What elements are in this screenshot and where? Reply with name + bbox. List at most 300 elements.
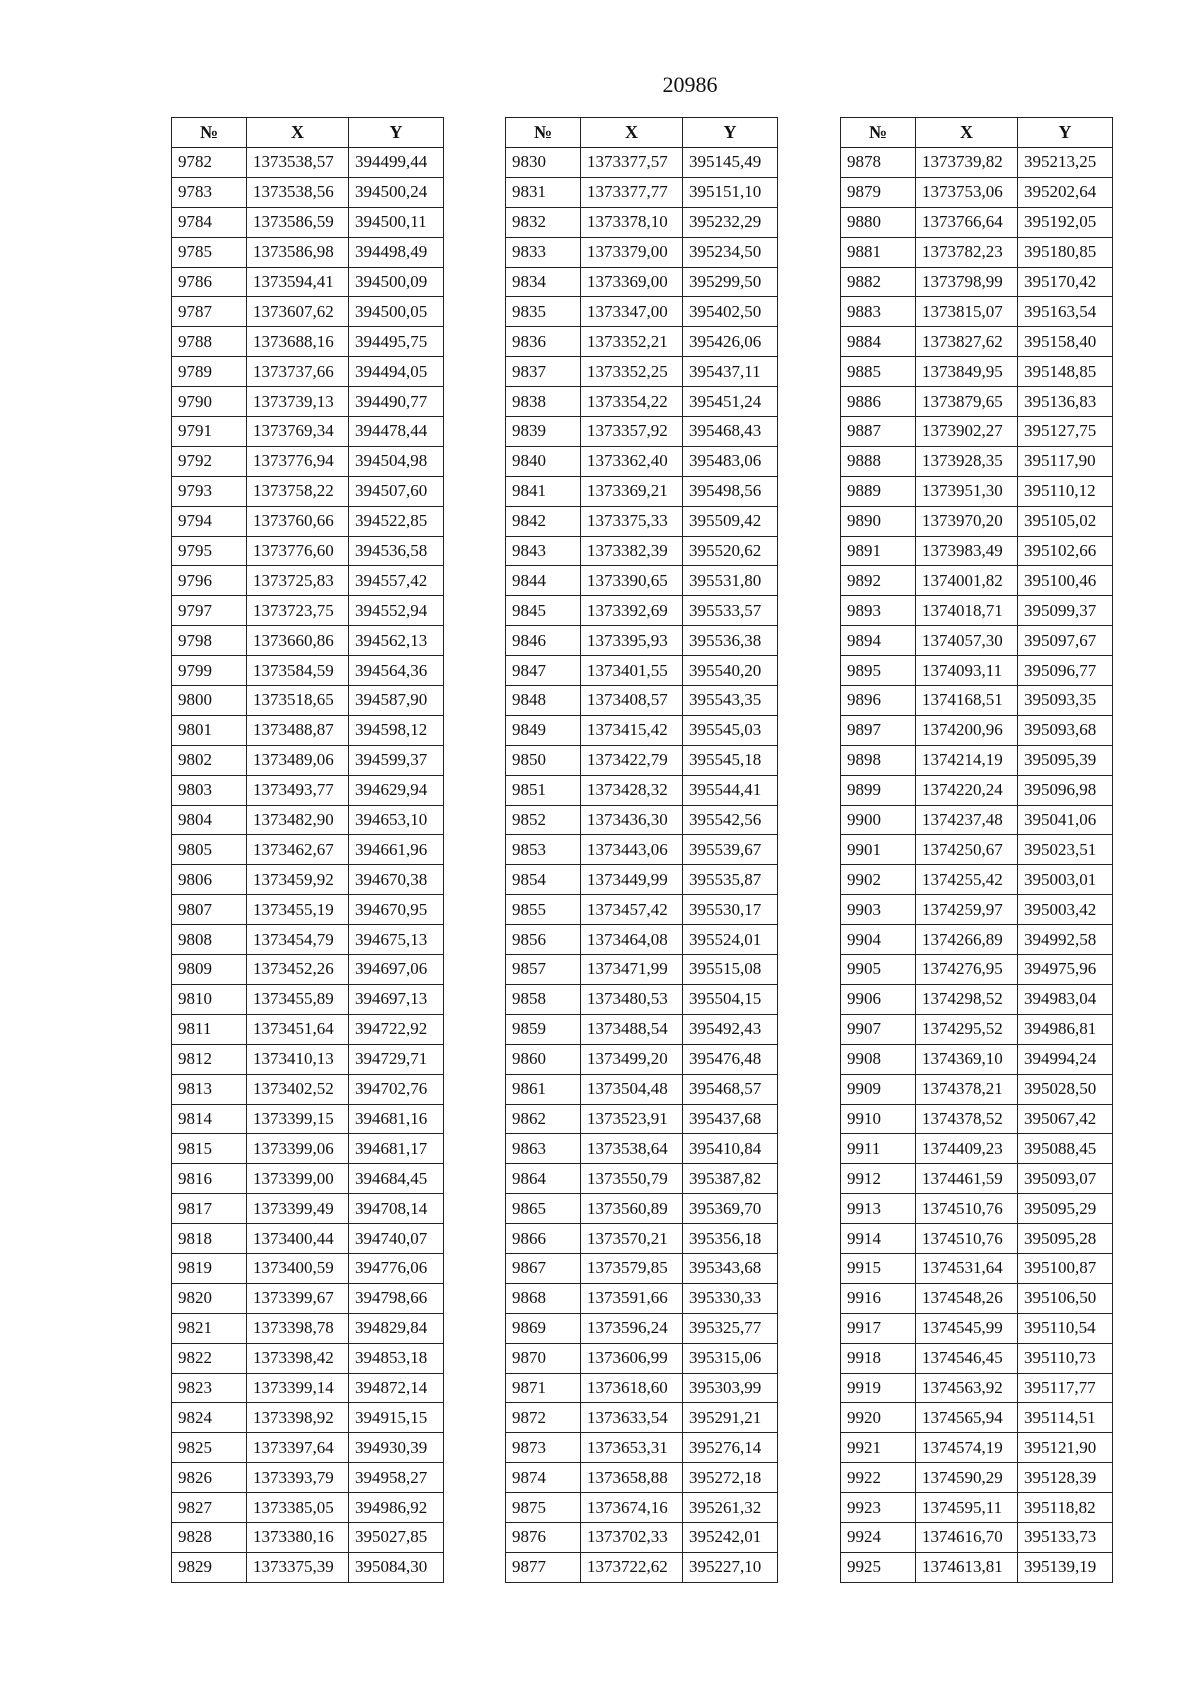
point-number-cell: 9903 [841,895,916,925]
point-number-cell: 9915 [841,1253,916,1283]
table-row [506,835,778,865]
point-number-cell: 9807 [172,895,247,925]
y-coordinate-cell: 395369,70 [683,1194,778,1224]
table-row [172,237,444,267]
x-coordinate-cell: 1374409,23 [916,1134,1018,1164]
y-coordinate-cell: 394829,84 [349,1313,444,1343]
y-coordinate-cell: 395498,56 [683,476,778,506]
y-coordinate-cell: 394983,04 [1018,984,1113,1014]
y-coordinate-cell: 395105,02 [1018,506,1113,536]
table-row [172,955,444,985]
y-coordinate-cell: 395202,64 [1018,177,1113,207]
point-number-cell: 9883 [841,297,916,327]
table-row [172,895,444,925]
x-coordinate-cell: 1373607,62 [247,297,349,327]
x-coordinate-cell: 1373471,99 [581,955,683,985]
x-coordinate-cell: 1374378,21 [916,1074,1018,1104]
y-coordinate-cell: 395261,32 [683,1493,778,1523]
y-coordinate-cell: 395118,82 [1018,1493,1113,1523]
y-coordinate-cell: 395027,85 [349,1522,444,1552]
x-coordinate-cell: 1374200,96 [916,715,1018,745]
y-coordinate-cell: 395084,30 [349,1552,444,1582]
y-coordinate-cell: 395100,46 [1018,566,1113,596]
table-row [841,1433,1113,1463]
x-coordinate-cell: 1374298,52 [916,984,1018,1014]
x-coordinate-cell: 1373377,57 [581,148,683,178]
table-row [841,1493,1113,1523]
table-row [172,686,444,716]
x-coordinate-cell: 1373723,75 [247,596,349,626]
x-coordinate-cell: 1373596,24 [581,1313,683,1343]
point-number-cell: 9868 [506,1283,581,1313]
x-coordinate-cell: 1373983,49 [916,536,1018,566]
point-number-cell: 9820 [172,1283,247,1313]
x-coordinate-cell: 1373400,59 [247,1253,349,1283]
y-coordinate-cell: 395272,18 [683,1463,778,1493]
y-coordinate-cell: 394498,49 [349,237,444,267]
x-coordinate-cell: 1373402,52 [247,1074,349,1104]
table-row [506,1104,778,1134]
table-row [506,955,778,985]
y-coordinate-cell: 395099,37 [1018,596,1113,626]
y-coordinate-cell: 394499,44 [349,148,444,178]
x-coordinate-cell: 1373579,85 [581,1253,683,1283]
point-number-cell: 9786 [172,267,247,297]
point-number-cell: 9912 [841,1164,916,1194]
point-number-cell: 9898 [841,745,916,775]
table-row [172,596,444,626]
table-row [172,417,444,447]
table-row [172,745,444,775]
x-coordinate-cell: 1374546,45 [916,1343,1018,1373]
table-row [172,1074,444,1104]
point-number-cell: 9823 [172,1373,247,1403]
table-row [172,1522,444,1552]
x-coordinate-cell: 1373377,77 [581,177,683,207]
x-coordinate-cell: 1373760,66 [247,506,349,536]
header-number: № [172,118,247,148]
y-coordinate-cell: 394986,92 [349,1493,444,1523]
table-row [841,596,1113,626]
x-coordinate-cell: 1373518,65 [247,686,349,716]
point-number-cell: 9896 [841,686,916,716]
y-coordinate-cell: 395545,03 [683,715,778,745]
table-row [506,1433,778,1463]
x-coordinate-cell: 1373660,86 [247,626,349,656]
x-coordinate-cell: 1373827,62 [916,327,1018,357]
y-coordinate-cell: 395100,87 [1018,1253,1113,1283]
x-coordinate-cell: 1373452,26 [247,955,349,985]
point-number-cell: 9848 [506,686,581,716]
table-row [172,865,444,895]
table-row [172,207,444,237]
x-coordinate-cell: 1373395,93 [581,626,683,656]
point-number-cell: 9881 [841,237,916,267]
point-number-cell: 9914 [841,1224,916,1254]
x-coordinate-cell: 1373443,06 [581,835,683,865]
table-row [841,745,1113,775]
y-coordinate-cell: 395093,35 [1018,686,1113,716]
table-row [841,446,1113,476]
table-row [841,715,1113,745]
point-number-cell: 9925 [841,1552,916,1582]
x-coordinate-cell: 1373415,42 [581,715,683,745]
y-coordinate-cell: 395148,85 [1018,357,1113,387]
y-coordinate-cell: 394740,07 [349,1224,444,1254]
table-row [172,1044,444,1074]
y-coordinate-cell: 395003,42 [1018,895,1113,925]
table-row [506,387,778,417]
y-coordinate-cell: 394490,77 [349,387,444,417]
x-coordinate-cell: 1373586,59 [247,207,349,237]
y-coordinate-cell: 395536,38 [683,626,778,656]
x-coordinate-cell: 1373400,44 [247,1224,349,1254]
x-coordinate-cell: 1373392,69 [581,596,683,626]
y-coordinate-cell: 394536,58 [349,536,444,566]
table-row [506,327,778,357]
y-coordinate-cell: 395093,07 [1018,1164,1113,1194]
point-number-cell: 9923 [841,1493,916,1523]
point-number-cell: 9902 [841,865,916,895]
point-number-cell: 9828 [172,1522,247,1552]
table-row [506,417,778,447]
table-row [841,237,1113,267]
y-coordinate-cell: 395041,06 [1018,805,1113,835]
point-number-cell: 9886 [841,387,916,417]
x-coordinate-cell: 1373688,16 [247,327,349,357]
point-number-cell: 9799 [172,656,247,686]
point-number-cell: 9900 [841,805,916,835]
table-row [506,357,778,387]
y-coordinate-cell: 395110,54 [1018,1313,1113,1343]
y-coordinate-cell: 394930,39 [349,1433,444,1463]
y-coordinate-cell: 395096,98 [1018,775,1113,805]
x-coordinate-cell: 1373766,64 [916,207,1018,237]
table-header-row [841,118,1113,148]
y-coordinate-cell: 395158,40 [1018,327,1113,357]
y-coordinate-cell: 395542,56 [683,805,778,835]
y-coordinate-cell: 394557,42 [349,566,444,596]
y-coordinate-cell: 394798,66 [349,1283,444,1313]
table-row [172,1014,444,1044]
y-coordinate-cell: 395476,48 [683,1044,778,1074]
y-coordinate-cell: 394500,05 [349,297,444,327]
x-coordinate-cell: 1374574,19 [916,1433,1018,1463]
x-coordinate-cell: 1373455,19 [247,895,349,925]
header-y: Y [349,118,444,148]
point-number-cell: 9817 [172,1194,247,1224]
y-coordinate-cell: 395483,06 [683,446,778,476]
y-coordinate-cell: 395545,18 [683,745,778,775]
y-coordinate-cell: 395213,25 [1018,148,1113,178]
table-row [841,148,1113,178]
x-coordinate-cell: 1373633,54 [581,1403,683,1433]
table-row [172,327,444,357]
x-coordinate-cell: 1373725,83 [247,566,349,596]
table-row [506,1493,778,1523]
y-coordinate-cell: 395102,66 [1018,536,1113,566]
y-coordinate-cell: 394975,96 [1018,955,1113,985]
x-coordinate-cell: 1373776,60 [247,536,349,566]
y-coordinate-cell: 395530,17 [683,895,778,925]
y-coordinate-cell: 395180,85 [1018,237,1113,267]
x-coordinate-cell: 1373653,31 [581,1433,683,1463]
point-number-cell: 9829 [172,1552,247,1582]
x-coordinate-cell: 1373584,59 [247,656,349,686]
y-coordinate-cell: 395003,01 [1018,865,1113,895]
table-row [841,267,1113,297]
table-row [172,656,444,686]
point-number-cell: 9872 [506,1403,581,1433]
table-row [172,148,444,178]
x-coordinate-cell: 1373379,00 [581,237,683,267]
point-number-cell: 9826 [172,1463,247,1493]
table-row [841,686,1113,716]
point-number-cell: 9889 [841,476,916,506]
point-number-cell: 9840 [506,446,581,476]
point-number-cell: 9906 [841,984,916,1014]
y-coordinate-cell: 394507,60 [349,476,444,506]
point-number-cell: 9831 [506,177,581,207]
point-number-cell: 9839 [506,417,581,447]
x-coordinate-cell: 1373457,42 [581,895,683,925]
point-number-cell: 9910 [841,1104,916,1134]
x-coordinate-cell: 1373352,25 [581,357,683,387]
y-coordinate-cell: 394564,36 [349,656,444,686]
x-coordinate-cell: 1373393,79 [247,1463,349,1493]
y-coordinate-cell: 394500,09 [349,267,444,297]
table-row [841,775,1113,805]
x-coordinate-cell: 1374616,70 [916,1522,1018,1552]
point-number-cell: 9838 [506,387,581,417]
point-number-cell: 9794 [172,506,247,536]
x-coordinate-cell: 1373352,21 [581,327,683,357]
y-coordinate-cell: 394504,98 [349,446,444,476]
table-row [172,984,444,1014]
y-coordinate-cell: 394495,75 [349,327,444,357]
x-coordinate-cell: 1373369,21 [581,476,683,506]
x-coordinate-cell: 1373769,34 [247,417,349,447]
table-row [506,207,778,237]
y-coordinate-cell: 395095,29 [1018,1194,1113,1224]
table-row [506,656,778,686]
point-number-cell: 9924 [841,1522,916,1552]
x-coordinate-cell: 1373451,64 [247,1014,349,1044]
point-number-cell: 9922 [841,1463,916,1493]
point-number-cell: 9787 [172,297,247,327]
header-x: X [581,118,683,148]
point-number-cell: 9885 [841,357,916,387]
y-coordinate-cell: 395524,01 [683,925,778,955]
x-coordinate-cell: 1373390,65 [581,566,683,596]
x-coordinate-cell: 1373815,07 [916,297,1018,327]
table-row [841,1194,1113,1224]
point-number-cell: 9805 [172,835,247,865]
table-row [172,267,444,297]
x-coordinate-cell: 1374378,52 [916,1104,1018,1134]
y-coordinate-cell: 394478,44 [349,417,444,447]
point-number-cell: 9859 [506,1014,581,1044]
table-row [841,177,1113,207]
y-coordinate-cell: 394872,14 [349,1373,444,1403]
table-row [506,446,778,476]
point-number-cell: 9882 [841,267,916,297]
point-number-cell: 9863 [506,1134,581,1164]
table-row [841,1074,1113,1104]
y-coordinate-cell: 394552,94 [349,596,444,626]
x-coordinate-cell: 1374237,48 [916,805,1018,835]
point-number-cell: 9793 [172,476,247,506]
y-coordinate-cell: 394629,94 [349,775,444,805]
x-coordinate-cell: 1373385,05 [247,1493,349,1523]
x-coordinate-cell: 1373722,62 [581,1552,683,1582]
y-coordinate-cell: 395325,77 [683,1313,778,1343]
point-number-cell: 9890 [841,506,916,536]
point-number-cell: 9802 [172,745,247,775]
table-row [172,715,444,745]
point-number-cell: 9907 [841,1014,916,1044]
table-row [172,177,444,207]
table-row [172,805,444,835]
y-coordinate-cell: 394992,58 [1018,925,1113,955]
point-number-cell: 9862 [506,1104,581,1134]
x-coordinate-cell: 1373422,79 [581,745,683,775]
table-row [506,1014,778,1044]
point-number-cell: 9921 [841,1433,916,1463]
point-number-cell: 9850 [506,745,581,775]
table-row [506,267,778,297]
x-coordinate-cell: 1374548,26 [916,1283,1018,1313]
table-row [506,686,778,716]
point-number-cell: 9835 [506,297,581,327]
x-coordinate-cell: 1373758,22 [247,476,349,506]
y-coordinate-cell: 394653,10 [349,805,444,835]
y-coordinate-cell: 394562,13 [349,626,444,656]
table-row [506,1313,778,1343]
y-coordinate-cell: 395117,77 [1018,1373,1113,1403]
point-number-cell: 9877 [506,1552,581,1582]
table-row [506,1253,778,1283]
y-coordinate-cell: 395540,20 [683,656,778,686]
y-coordinate-cell: 395520,62 [683,536,778,566]
y-coordinate-cell: 395515,08 [683,955,778,985]
table-row [172,775,444,805]
point-number-cell: 9801 [172,715,247,745]
point-number-cell: 9874 [506,1463,581,1493]
x-coordinate-cell: 1373399,00 [247,1164,349,1194]
table-row [841,925,1113,955]
y-coordinate-cell: 395227,10 [683,1552,778,1582]
x-coordinate-cell: 1373399,06 [247,1134,349,1164]
header-number: № [506,118,581,148]
table-row [506,177,778,207]
x-coordinate-cell: 1373550,79 [581,1164,683,1194]
table-row [841,536,1113,566]
table-row [506,715,778,745]
point-number-cell: 9837 [506,357,581,387]
y-coordinate-cell: 395151,10 [683,177,778,207]
x-coordinate-cell: 1373586,98 [247,237,349,267]
table-row [841,865,1113,895]
point-number-cell: 9834 [506,267,581,297]
table-row [841,1522,1113,1552]
table-row [841,1044,1113,1074]
point-number-cell: 9920 [841,1403,916,1433]
x-coordinate-cell: 1373488,54 [581,1014,683,1044]
point-number-cell: 9803 [172,775,247,805]
x-coordinate-cell: 1373606,99 [581,1343,683,1373]
point-number-cell: 9899 [841,775,916,805]
x-coordinate-cell: 1373776,94 [247,446,349,476]
point-number-cell: 9854 [506,865,581,895]
y-coordinate-cell: 395451,24 [683,387,778,417]
x-coordinate-cell: 1373401,55 [581,656,683,686]
header-x: X [247,118,349,148]
table-row [172,357,444,387]
x-coordinate-cell: 1374255,42 [916,865,1018,895]
page-number: 20986 [662,72,718,97]
point-number-cell: 9819 [172,1253,247,1283]
point-number-cell: 9893 [841,596,916,626]
point-number-cell: 9909 [841,1074,916,1104]
point-number-cell: 9878 [841,148,916,178]
table-row [841,357,1113,387]
x-coordinate-cell: 1373436,30 [581,805,683,835]
y-coordinate-cell: 394729,71 [349,1044,444,1074]
y-coordinate-cell: 394958,27 [349,1463,444,1493]
table-row [172,925,444,955]
point-number-cell: 9789 [172,357,247,387]
x-coordinate-cell: 1374057,30 [916,626,1018,656]
x-coordinate-cell: 1373523,91 [581,1104,683,1134]
x-coordinate-cell: 1373849,95 [916,357,1018,387]
table-row [506,476,778,506]
y-coordinate-cell: 395544,41 [683,775,778,805]
x-coordinate-cell: 1373538,64 [581,1134,683,1164]
point-number-cell: 9847 [506,656,581,686]
x-coordinate-cell: 1373399,15 [247,1104,349,1134]
x-coordinate-cell: 1373399,14 [247,1373,349,1403]
table-row [506,1463,778,1493]
table-row [841,207,1113,237]
table-row [506,1343,778,1373]
point-number-cell: 9841 [506,476,581,506]
point-number-cell: 9798 [172,626,247,656]
table-row [506,148,778,178]
point-number-cell: 9904 [841,925,916,955]
x-coordinate-cell: 1374590,29 [916,1463,1018,1493]
table-row [172,446,444,476]
table-row [841,387,1113,417]
table-row [506,1224,778,1254]
x-coordinate-cell: 1373782,23 [916,237,1018,267]
table-row [172,1463,444,1493]
table-row [841,1283,1113,1313]
table-row [841,955,1113,985]
table-row [172,476,444,506]
y-coordinate-cell: 395410,84 [683,1134,778,1164]
x-coordinate-cell: 1373570,21 [581,1224,683,1254]
point-number-cell: 9895 [841,656,916,686]
table-row [841,1463,1113,1493]
x-coordinate-cell: 1374613,81 [916,1552,1018,1582]
x-coordinate-cell: 1374250,67 [916,835,1018,865]
table-row [172,1343,444,1373]
y-coordinate-cell: 394661,96 [349,835,444,865]
x-coordinate-cell: 1374295,52 [916,1014,1018,1044]
table-row [172,1313,444,1343]
y-coordinate-cell: 394853,18 [349,1343,444,1373]
